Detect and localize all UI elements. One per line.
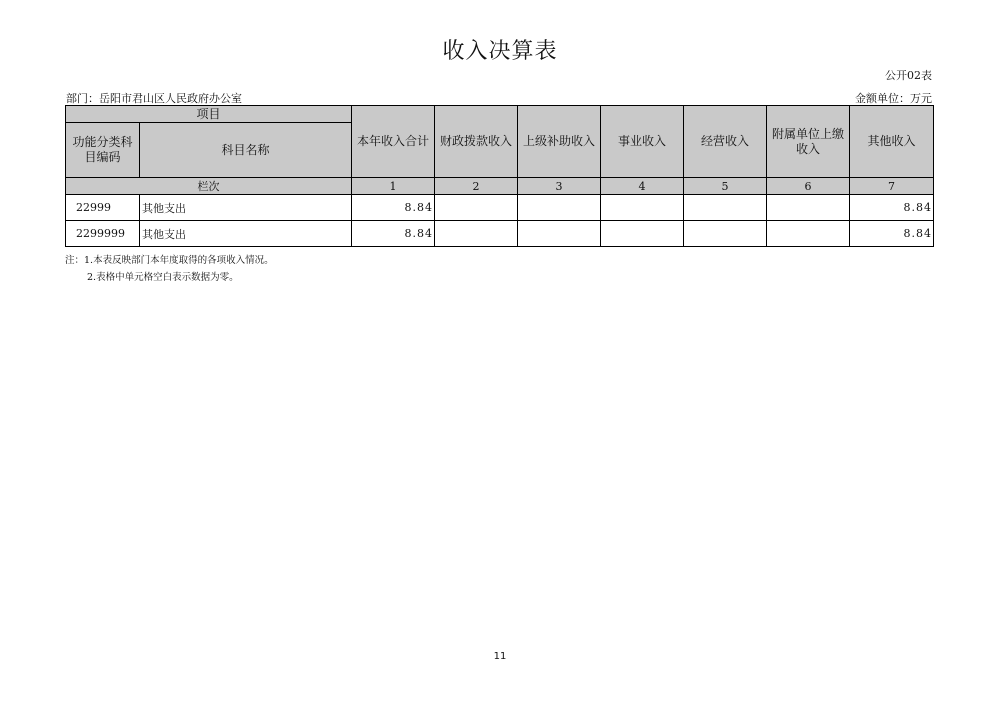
project-header: 项目 — [66, 106, 352, 123]
form-number: 公开02表 — [885, 69, 932, 82]
col-header-other: 其他收入 — [850, 106, 934, 178]
note-1: 注：1.本表反映部门本年度取得的各项收入情况。 — [65, 255, 274, 266]
table-row — [66, 195, 934, 221]
row-name: 其他支出 — [140, 221, 352, 247]
income-table — [65, 105, 934, 247]
col-number: 1 — [352, 178, 435, 195]
cell-superior — [518, 195, 601, 221]
col-number: 4 — [601, 178, 684, 195]
col-header-fiscal: 财政拨款收入 — [435, 106, 518, 178]
cell-business — [601, 195, 684, 221]
col-number: 5 — [684, 178, 767, 195]
name-header: 科目名称 — [140, 123, 352, 178]
col-number: 6 — [767, 178, 850, 195]
cell-other: 8.84 — [850, 195, 934, 221]
col-header-total: 本年收入合计 — [352, 106, 435, 178]
cell-total: 8.84 — [352, 221, 435, 247]
amount-unit-label: 金额单位：万元 — [855, 92, 932, 105]
col-header-operating: 经营收入 — [684, 106, 767, 178]
cell-affiliated — [767, 195, 850, 221]
row-code: 22999 — [66, 195, 140, 221]
cell-affiliated — [767, 221, 850, 247]
col-header-business: 事业收入 — [601, 106, 684, 178]
row-name: 其他支出 — [140, 195, 352, 221]
row-label: 栏次 — [66, 178, 352, 195]
col-number: 3 — [518, 178, 601, 195]
cell-fiscal — [435, 195, 518, 221]
cell-total: 8.84 — [352, 195, 435, 221]
code-header: 功能分类科目编码 — [66, 123, 140, 178]
page-title: 收入决算表 — [442, 39, 558, 64]
cell-business — [601, 221, 684, 247]
col-number: 7 — [850, 178, 934, 195]
cell-superior — [518, 221, 601, 247]
table-row — [66, 221, 934, 247]
note-2: 2.表格中单元格空白表示数据为零。 — [87, 272, 239, 283]
page-number: 11 — [493, 651, 507, 662]
cell-operating — [684, 221, 767, 247]
row-code: 2299999 — [66, 221, 140, 247]
col-header-superior: 上级补助收入 — [518, 106, 601, 178]
notes — [65, 252, 274, 286]
cell-other: 8.84 — [850, 221, 934, 247]
cell-operating — [684, 195, 767, 221]
department-label: 部门：岳阳市君山区人民政府办公室 — [66, 92, 242, 105]
cell-fiscal — [435, 221, 518, 247]
col-header-affiliated: 附属单位上缴收入 — [767, 106, 850, 178]
col-number: 2 — [435, 178, 518, 195]
